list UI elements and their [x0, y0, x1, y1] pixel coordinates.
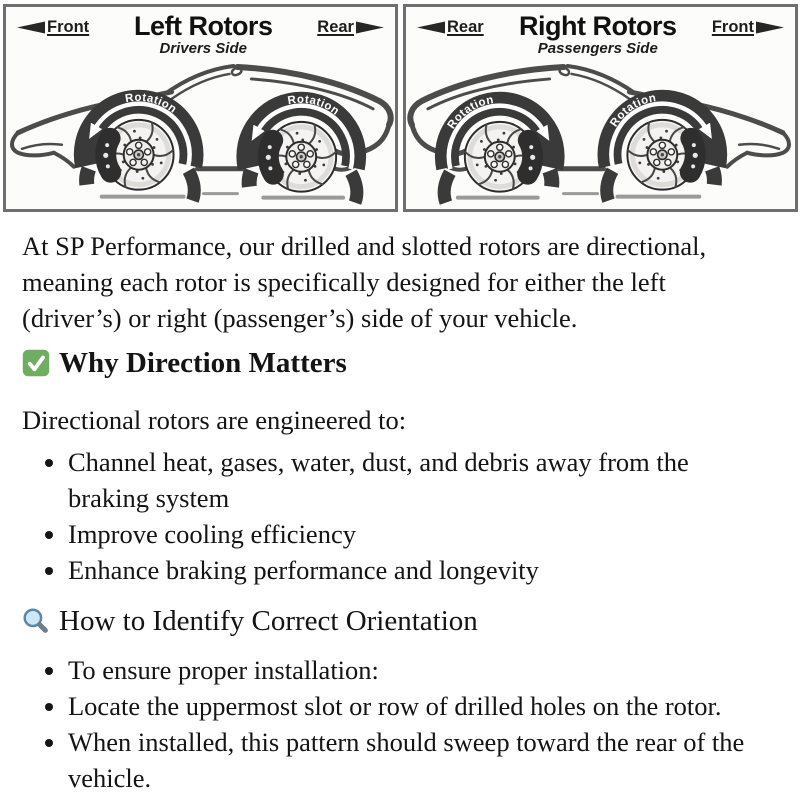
arrow-right-icon: [756, 20, 786, 35]
front-label: Front: [47, 18, 90, 36]
list-item: • To ensure proper installation:: [68, 652, 773, 688]
article-body: [0, 228, 800, 796]
car-side-view-right: [406, 57, 795, 209]
section1-lead: Directional rotors are engineered to:: [22, 404, 407, 435]
left-panel-header: [6, 7, 395, 57]
rotation-label: Rotation: [124, 91, 179, 116]
rotation-label: Rotation: [286, 93, 342, 118]
arrow-right-icon: [356, 20, 386, 35]
arrow-left-icon: [415, 20, 445, 35]
section-heading-identify-orientation: [22, 604, 800, 638]
front-direction-indicator: [712, 18, 786, 37]
rear-direction-indicator: [415, 18, 484, 37]
white-check-mark-icon: [22, 349, 50, 377]
panel-title: Right Rotors: [519, 11, 677, 41]
section1-bullet-list: [22, 444, 800, 588]
section-heading-why-direction-matters: [22, 346, 800, 380]
list-item: • Channel heat, gases, water, dust, and debris away from the braking system: [68, 444, 773, 516]
rear-direction-indicator: [317, 18, 386, 37]
right-panel-header: [406, 7, 795, 57]
rear-label: Rear: [317, 18, 354, 36]
rear-label: Rear: [447, 18, 484, 36]
list-item: • Enhance braking performance and longevity: [68, 552, 773, 588]
left-rotors-panel: [3, 4, 398, 212]
list-item: • Improve cooling efficiency: [68, 516, 773, 552]
rotor-direction-diagram: [3, 4, 798, 212]
rotation-label: Rotation: [608, 92, 658, 130]
magnifying-glass-icon: [22, 607, 50, 635]
car-side-view-left: [6, 57, 395, 209]
right-rotors-panel: [403, 4, 798, 212]
panel-subtitle: Passengers Side: [537, 40, 658, 57]
rotation-label: Rotation: [445, 94, 495, 132]
intro-paragraph: At SP Performance, our drilled and slotted rotors are directional, meaning each rotor is specifically designed for either the left (driver’s) or right (passenger’s) side of your vehicle.: [22, 230, 707, 333]
panel-title: Left Rotors: [133, 11, 273, 41]
list-item: • Locate the uppermost slot or row of drilled holes on the rotor.: [68, 688, 773, 724]
front-label: Front: [711, 18, 754, 36]
panel-subtitle: Drivers Side: [159, 40, 247, 57]
section2-bullet-list: [22, 652, 800, 796]
section-heading-text: How to Identify Correct Orientation: [59, 604, 478, 637]
arrow-left-icon: [15, 20, 45, 35]
list-item: • When installed, this pattern should sweep toward the rear of the vehicle.: [68, 724, 773, 796]
section-heading-text: Why Direction Matters: [59, 346, 347, 379]
front-direction-indicator: [15, 18, 89, 37]
